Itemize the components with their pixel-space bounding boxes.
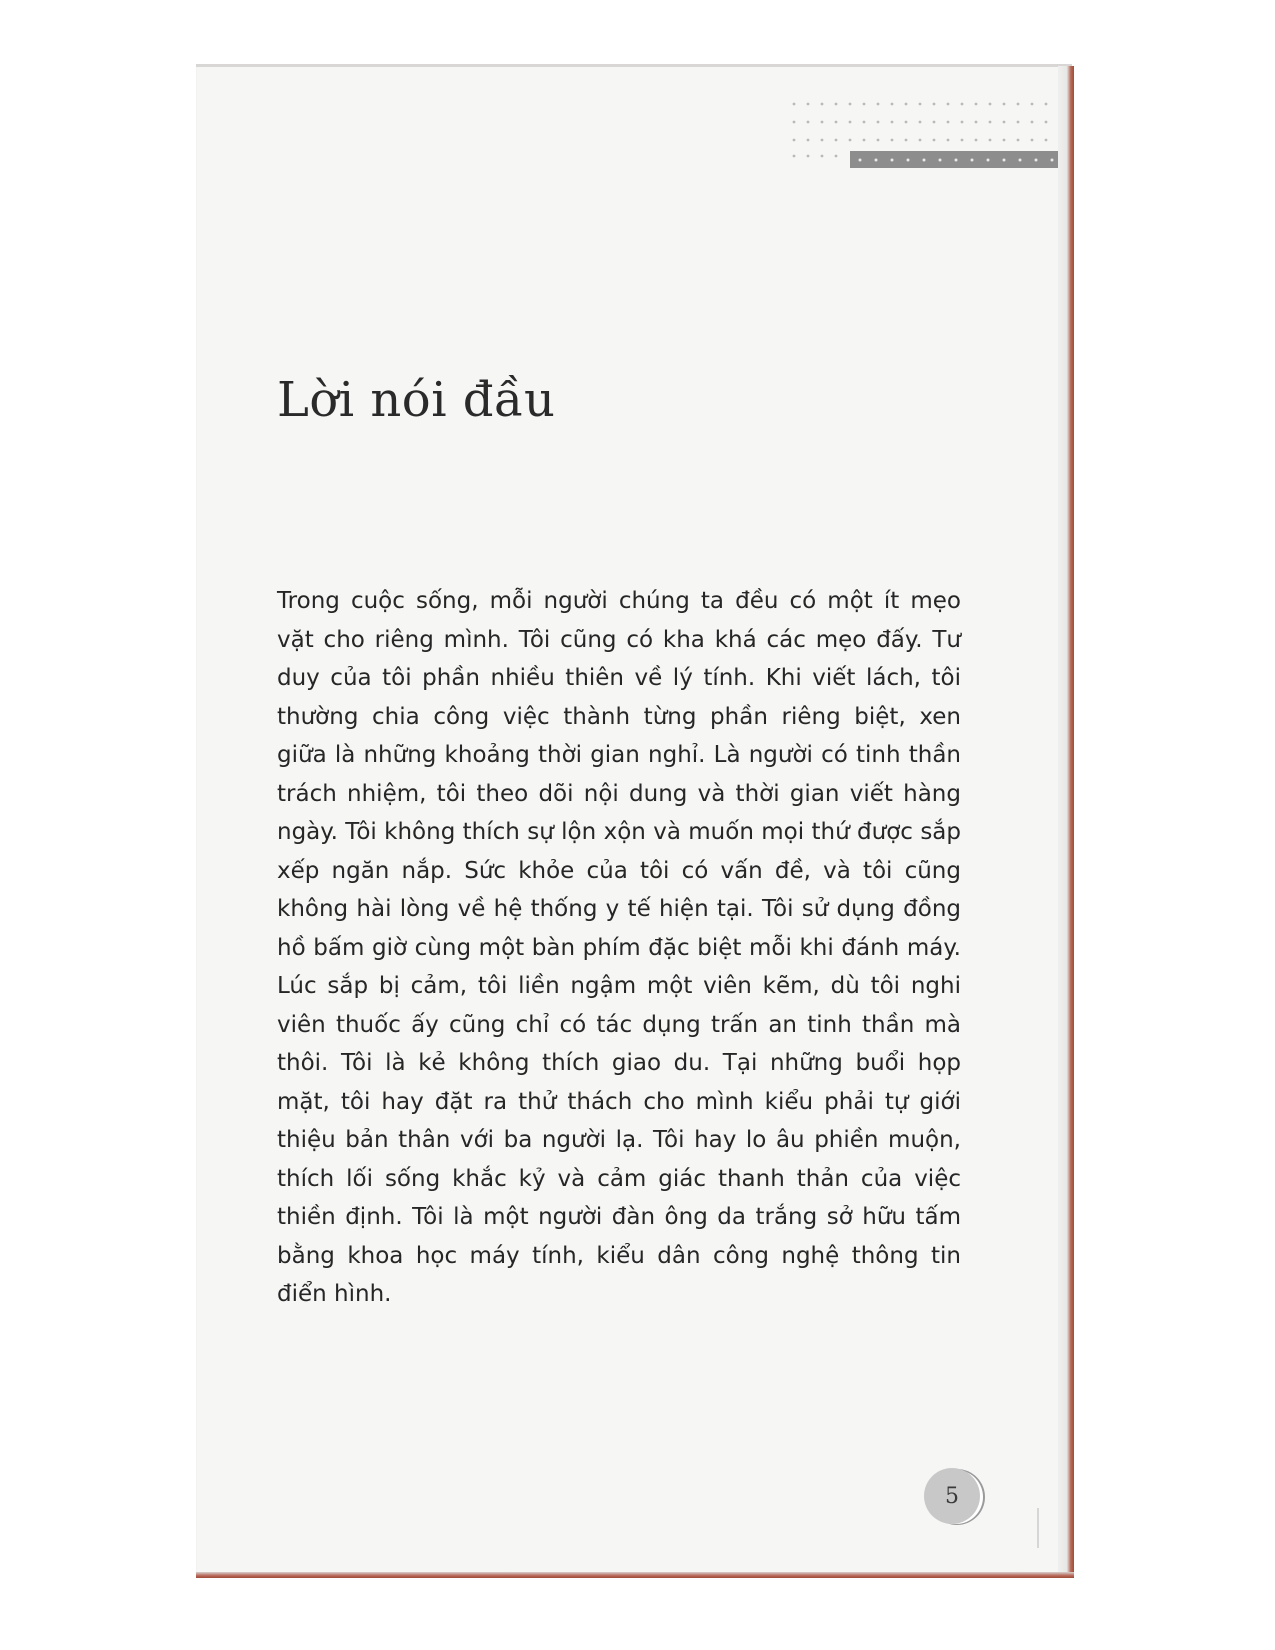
- ornament-bar-dot: [987, 159, 990, 162]
- ornament-dot: [807, 139, 810, 142]
- ornament-dot: [947, 139, 950, 142]
- ornament-dot: [863, 121, 866, 124]
- page-number-badge: [924, 1468, 980, 1524]
- preface-paragraph: Trong cuộc sống, mỗi người chúng ta đều có một ít mẹo vặt cho riêng mình. Tôi cũng có kha khá các mẹo đấy. Tư duy của tôi phần nhiều thiên về lý tính. Khi viết lách, tôi thường chia công việc thành từng phần riêng biệt, xen giữa là những khoảng thời gian nghỉ. Là người có tinh thần trách nhiệm, tôi theo dõi nội dung và thời gian viết hàng ngày. Tôi không thích sự lộn xộn và muốn mọi thứ được sắp xếp ngăn nắp. Sức khỏe của tôi có vấn đề, và tôi cũng không hài lòng về hệ thống y tế hiện tại. Tôi sử dụng đồng hồ bấm giờ cùng một bàn phím đặc biệt mỗi khi đánh máy. Lúc sắp bị cảm, tôi liền ngậm một viên kẽm, dù tôi nghi viên thuốc ấy cũng chỉ có tác dụng trấn an tinh thần mà thôi. Tôi là kẻ không thích giao du. Tại những buổi họp mặt, tôi hay đặt ra thử thách cho mình kiểu phải tự giới thiệu bản thân với ba người lạ. Tôi hay lo âu phiền muộn, thích lối sống khắc kỷ và cảm giác thanh thản của việc thiền định. Tôi là một người đàn ông da trắng sở hữu tấm bằng khoa học máy tính, kiểu dân công nghệ thông tin điển hình.: [277, 588, 961, 1307]
- ornament-dot: [863, 103, 866, 106]
- ornament-dot: [891, 103, 894, 106]
- ornament-bar-dot: [859, 159, 862, 162]
- ornament-dot: [835, 103, 838, 106]
- margin-rule: [1037, 1508, 1039, 1548]
- ornament-dot: [807, 103, 810, 106]
- ornament-dot: [877, 121, 880, 124]
- ornament-dot: [905, 121, 908, 124]
- ornament-dot: [919, 139, 922, 142]
- ornament-dot: [1045, 121, 1048, 124]
- ornament-bar-dot: [1003, 159, 1006, 162]
- ornament-dot: [793, 155, 796, 158]
- ornament-dot: [821, 139, 824, 142]
- ornament-dot: [877, 103, 880, 106]
- ornament-dot: [1045, 139, 1048, 142]
- ornament-dot: [849, 139, 852, 142]
- ornament-dot: [835, 155, 838, 158]
- ornament-dot: [975, 103, 978, 106]
- ornament-bar-dot: [955, 159, 958, 162]
- ornament-dot: [1031, 139, 1034, 142]
- ornament-dot: [849, 121, 852, 124]
- ornament-bar-dot: [1035, 159, 1038, 162]
- ornament-bar-dot: [891, 159, 894, 162]
- ornament-dot: [933, 121, 936, 124]
- ornament-dot: [1017, 121, 1020, 124]
- ornament-dot: [821, 121, 824, 124]
- ornament-dot: [1003, 139, 1006, 142]
- ornament-dot: [1031, 121, 1034, 124]
- ornament-dot: [919, 121, 922, 124]
- ornament-dot: [905, 103, 908, 106]
- ornament-dot: [961, 103, 964, 106]
- ornament-dot: [821, 155, 824, 158]
- ornament-dot: [989, 103, 992, 106]
- ornament-dot: [835, 139, 838, 142]
- ornament-dot: [793, 121, 796, 124]
- ornament-bar: [850, 151, 1058, 168]
- ornament-dot: [877, 139, 880, 142]
- ornament-dot: [863, 139, 866, 142]
- ornament-dot: [821, 103, 824, 106]
- ornament-dot: [975, 121, 978, 124]
- ornament-dot: [947, 103, 950, 106]
- ornament-dot: [793, 139, 796, 142]
- ornament-dot: [961, 139, 964, 142]
- ornament-dot: [919, 103, 922, 106]
- ornament-bar-dot: [907, 159, 910, 162]
- page-bottom-edge: [196, 1572, 1074, 1578]
- chapter-title: Lời nói đầu: [277, 372, 556, 428]
- ornament-dot: [849, 103, 852, 106]
- ornament-bar-dot: [939, 159, 942, 162]
- ornament-bar-dot: [923, 159, 926, 162]
- ornament-dot: [891, 121, 894, 124]
- ornament-dot: [1003, 103, 1006, 106]
- ornament-bar-dot: [875, 159, 878, 162]
- page-top-edge: [196, 64, 1072, 67]
- ornament-dot: [835, 121, 838, 124]
- ornament-dot: [807, 121, 810, 124]
- page-number: 5: [945, 1483, 959, 1509]
- ornament-dot: [989, 121, 992, 124]
- ornament-dot: [807, 155, 810, 158]
- ornament-dot: [1017, 103, 1020, 106]
- ornament-dot: [933, 103, 936, 106]
- ornament-dot: [933, 139, 936, 142]
- ornament-dot: [1031, 103, 1034, 106]
- ornament-bar-dot: [1051, 159, 1054, 162]
- ornament-dot: [989, 139, 992, 142]
- ornament-dot: [961, 121, 964, 124]
- ornament-dot: [1017, 139, 1020, 142]
- ornament-dot: [891, 139, 894, 142]
- page-right-edge: [1058, 66, 1074, 1578]
- ornament-dot: [793, 103, 796, 106]
- ornament-dot: [1045, 103, 1048, 106]
- ornament-dot: [905, 139, 908, 142]
- ornament-dot: [975, 139, 978, 142]
- ornament-bar-dot: [971, 159, 974, 162]
- ornament-bar-dot: [1019, 159, 1022, 162]
- ornament-dot: [947, 121, 950, 124]
- ornament-dot: [1003, 121, 1006, 124]
